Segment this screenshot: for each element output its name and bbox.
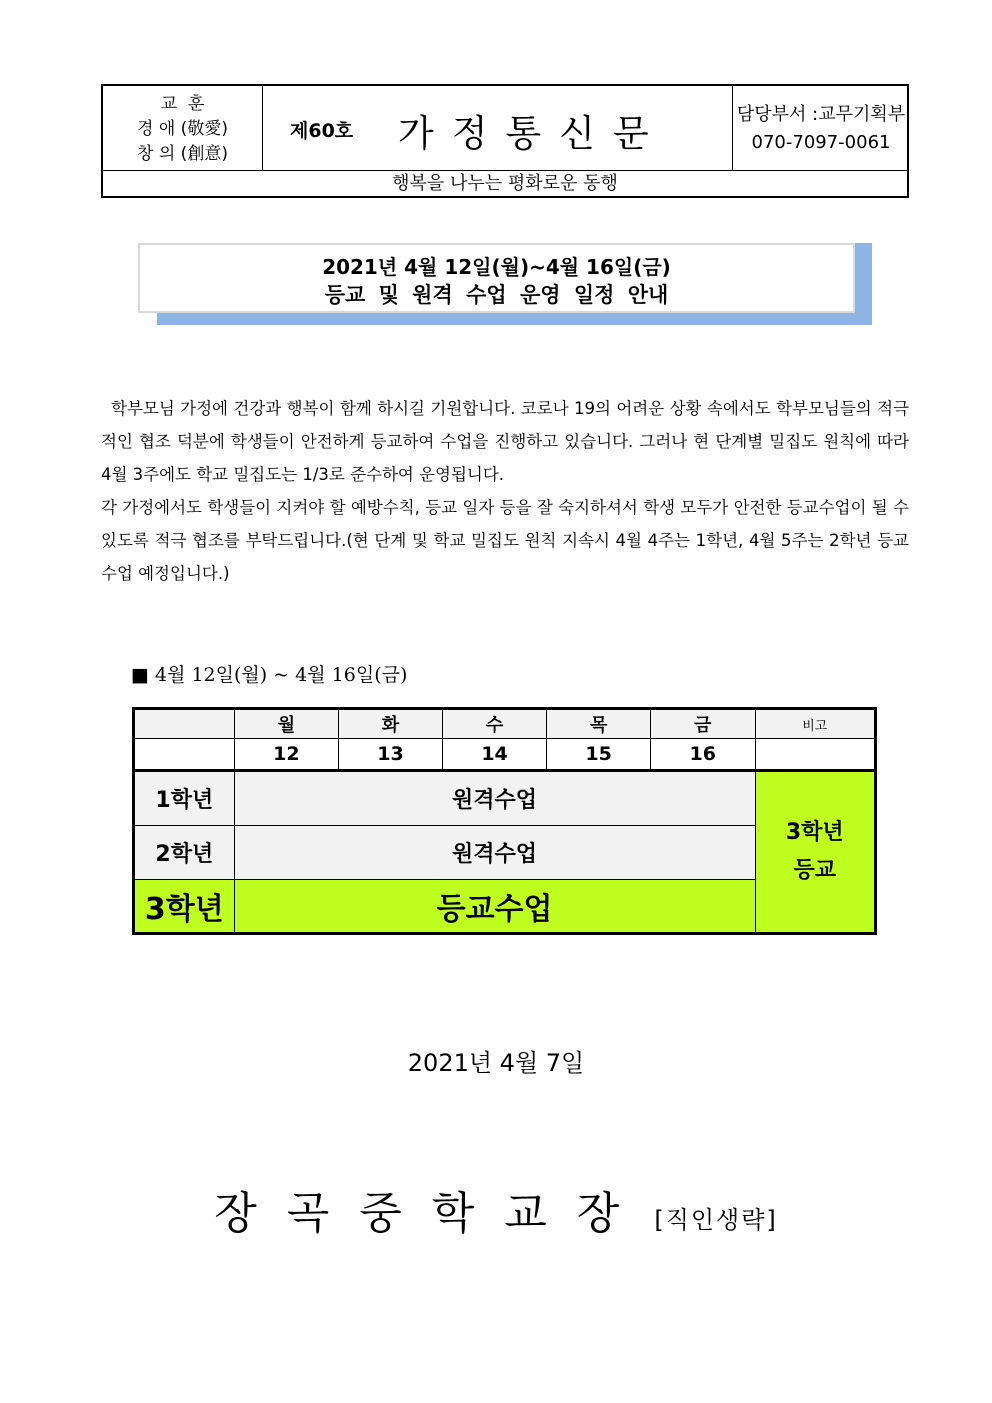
date-cell: 13 <box>339 739 443 771</box>
note-date-cell <box>755 739 876 771</box>
day-header: 월 <box>234 709 339 739</box>
note-line-2: 등교 <box>793 858 836 883</box>
newsletter-title-cell <box>263 86 733 170</box>
corner-cell <box>134 709 235 739</box>
mode-cell: 원격수업 <box>234 771 755 826</box>
body-text <box>101 392 909 590</box>
table-row <box>134 709 876 739</box>
mode-cell: 등교수업 <box>234 880 755 934</box>
schedule-heading: ■ 4월 12일(월) ~ 4월 16일(금) <box>131 664 408 686</box>
school-motto <box>103 86 263 170</box>
day-header: 화 <box>339 709 443 739</box>
motto-line-2: 창 의 (創意) <box>137 144 228 164</box>
mode-cell: 원격수업 <box>234 826 755 880</box>
grade-label: 3학년 <box>134 880 235 934</box>
principal-name: 장곡중학교장 <box>214 1188 650 1239</box>
grade-label: 1학년 <box>134 771 235 826</box>
motto-title: 교 훈 <box>160 94 205 114</box>
newsletter-header <box>101 84 909 198</box>
department-phone: 070-7097-0061 <box>751 132 891 153</box>
day-header: 수 <box>442 709 547 739</box>
newsletter-name: 가정통신문 <box>398 112 667 155</box>
issue-date: 2021년 4월 7일 <box>407 1049 585 1077</box>
issue-number: 제60호 <box>290 120 354 142</box>
title-date-range: 2021년 4월 12일(월)~4월 16일(금) <box>322 255 671 279</box>
table-row <box>134 771 876 826</box>
date-cell: 15 <box>547 739 651 771</box>
body-paragraph-2: 각 가정에서도 학생들이 지켜야 할 예방수칙, 등교 일자 등을 잘 숙지하셔서 학생 모두가 안전한 등교수업이 될 수 있도록 적극 협조를 부탁드립니다.(현 단계 및 학교 밀집도 원칙 지속시 4월 4주는 1학년, 4월 5주는 2학년 등교 수업 예정입니다.) <box>101 498 909 583</box>
signature-line <box>0 1177 992 1241</box>
table-row <box>134 739 876 771</box>
corner-cell <box>134 739 235 771</box>
schedule-table <box>132 707 877 935</box>
grade-label: 2학년 <box>134 826 235 880</box>
department-info <box>733 86 909 170</box>
date-cell: 12 <box>234 739 339 771</box>
motto-line-1: 경 애 (敬愛) <box>137 119 228 139</box>
day-header: 목 <box>547 709 651 739</box>
school-slogan: 행복을 나누는 평화로운 동행 <box>103 170 907 198</box>
day-header: 금 <box>650 709 755 739</box>
title-box <box>138 243 855 313</box>
note-line-1: 3학년 <box>785 820 844 845</box>
date-cell: 14 <box>442 739 547 771</box>
body-paragraph-1: 학부모님 가정에 건강과 행복이 함께 하시길 기원합니다. 코로나 19의 어려운 상황 속에서도 학부모님들의 적극적인 협조 덕분에 학생들이 안전하게 등교하여 수업을 진행하고 있습니다. 그러나 현 단계별 밀집도 원칙에 따라 4월 3주에도 학교 밀집도는 1/3로 준수하여 운영됩니다. <box>101 399 909 484</box>
title-subject: 등교 및 원격 수업 운영 일정 안내 <box>324 283 669 307</box>
date-cell: 16 <box>650 739 755 771</box>
note-header: 비고 <box>755 709 876 739</box>
department-name: 담당부서 :교무기획부 <box>736 104 906 125</box>
note-cell <box>755 771 876 934</box>
seal-note: [직인생략] <box>654 1206 778 1234</box>
